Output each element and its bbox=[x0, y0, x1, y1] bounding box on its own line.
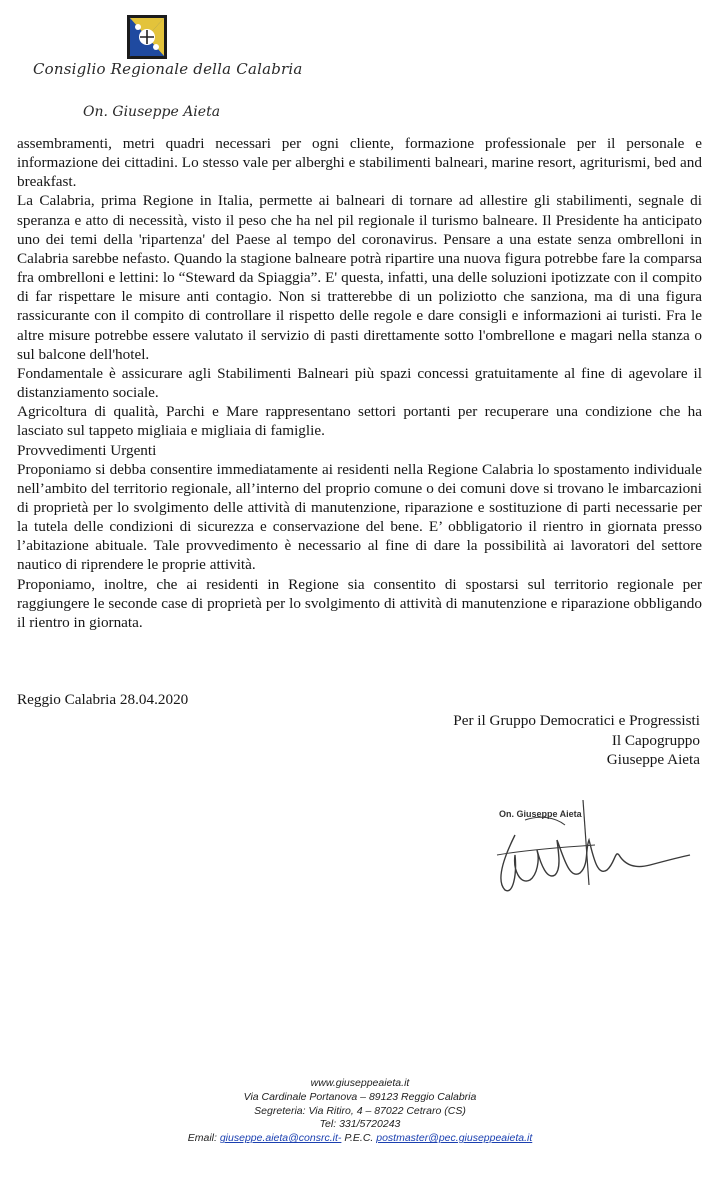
group-name: Per il Gruppo Democratici e Progressisti bbox=[453, 712, 700, 729]
letterhead bbox=[0, 0, 720, 135]
email-link[interactable]: giuseppe.aieta@consrc.it- bbox=[219, 1132, 342, 1145]
signer-role: Il Capogruppo bbox=[611, 731, 700, 749]
regional-coat-of-arms-logo bbox=[127, 15, 167, 59]
paragraph: Proponiamo si debba consentire immediatamente ai residenti nella Regione Calabria lo spostamento individuale nell’ambito del territorio regionale, all’interno del proprio comune o dei comuni dove si trovano le imbarcazioni di proprietà per lo svolgimento delle attività di manutenzione, riparazione e sostituzione di parti necessarie per la tutela delle condizioni di sicurezza e conservazione del bene. E’ obbligatorio il rientro in giornata presso l’abitazione abituale. Tale provvedimento è necessario al fine di dare la possibilità ai lavoratori del settore nautico di riprendere le proprie attività. bbox=[17, 460, 702, 574]
section-heading: Provvedimenti Urgenti bbox=[17, 441, 157, 459]
institution-name: Consiglio Regionale della Calabria bbox=[33, 60, 303, 78]
paragraph: La Calabria, prima Regione in Italia, permette ai balneari di tornare ad allestire gli stabilimenti, segnale di speranza e atto di necessità, visto il peso che ha nel pil regionale il turismo balneare. Il Presidente ha anticipato uno dei temi della 'ripartenza' del Paese al tempo del coronavirus. Pensare a una estate senza ombrelloni in Calabria sarebbe nefasto. Quando la stagione balneare potrà ripartire una nuova figura potrebbe fare la comparsa fra ombrelloni e lettini: lo “Steward da Spiaggia”. E' questa, infatti, una delle soluzioni ipotizzate con il compito di far rispettare le misure anti contagio. Non si tratterebbe di un poliziotto che sanziona, ma di una figura rassicurante con il compito di controllare il rispetto delle regole e dare consigli e informazioni ai turisti. Fra le altre misure potrebbe essere valutato il servizio di pasti direttamente sotto l'ombrellone e magari nella stanza o sul balcone dell'hotel. bbox=[17, 192, 702, 363]
letter-body bbox=[17, 134, 702, 632]
handwritten-signature bbox=[485, 795, 700, 905]
footer-email-line bbox=[0, 1132, 720, 1146]
paragraph: Fondamentale è assicurare agli Stabilimenti Balneari più spazi concessi gratuitamente al fine di agevolare il distanziamento sociale. bbox=[17, 364, 702, 402]
paragraph: Agricoltura di qualità, Parchi e Mare rappresentano settori portanti per recuperare una condizione che ha lasciato sul tappeto migliaia e migliaia di famiglie. bbox=[17, 403, 702, 440]
paragraph: assembramenti, metri quadri necessari per ogni cliente, formazione professionale per il personale e informazione dei cittadini. Lo stesso vale per alberghi e stabilimenti balneari, marine resort, agriturismi, bed and breakfast. bbox=[17, 135, 702, 191]
paragraph: Proponiamo, inoltre, che ai residenti in Regione sia consentito di spostarsi sul territorio regionale per raggiungere le seconde case di proprietà per lo svolgimento di attività di manutenzione e riparazione obbligando il rientro in giornata. bbox=[17, 575, 702, 631]
footer-office: Segreteria: Via Ritiro, 4 – 87022 Cetraro (CS) bbox=[254, 1104, 466, 1117]
footer-website[interactable]: www.giuseppeaieta.it bbox=[310, 1077, 410, 1089]
footer-phone: Tel: 331/5720243 bbox=[319, 1118, 401, 1131]
signature-block bbox=[300, 711, 700, 770]
signature-stamp-label: On. Giuseppe Aieta bbox=[499, 809, 582, 819]
pec-label: P.E.C. bbox=[344, 1132, 374, 1145]
pec-email-link[interactable]: postmaster@pec.giuseppeaieta.it bbox=[376, 1132, 533, 1145]
place-and-date: Reggio Calabria 28.04.2020 bbox=[17, 691, 189, 708]
email-label: Email: bbox=[187, 1132, 217, 1145]
footer-contacts bbox=[0, 1077, 720, 1146]
footer-address: Via Cardinale Portanova – 89123 Reggio Calabria bbox=[243, 1090, 477, 1103]
honorific-name: On. Giuseppe Aieta bbox=[83, 104, 221, 120]
signer-name: Giuseppe Aieta bbox=[606, 751, 700, 768]
